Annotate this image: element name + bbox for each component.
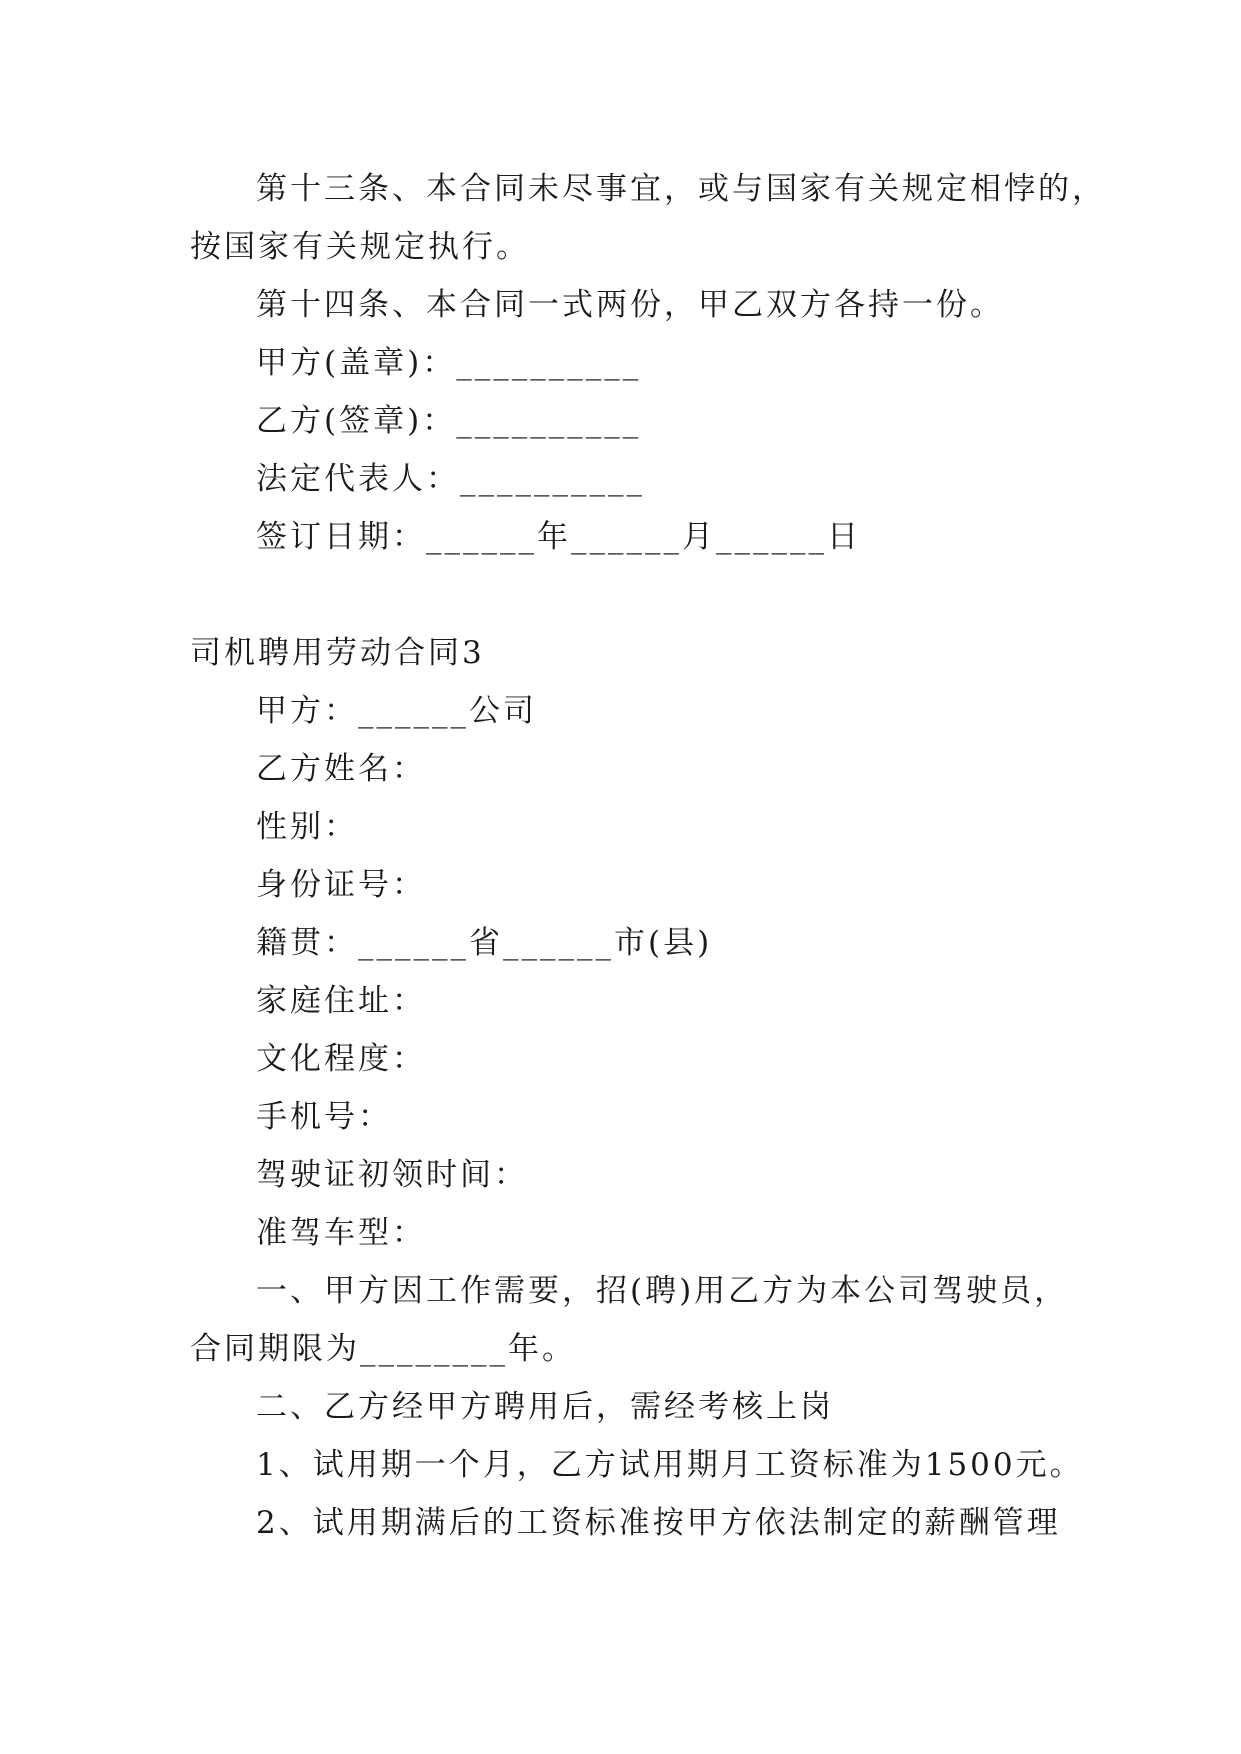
clause-1-line-1: 一、甲方因工作需要，招(聘)用乙方为本公司驾驶员，: [256, 1273, 1069, 1309]
id-number-line: 身份证号：: [256, 867, 426, 903]
article-14: 第十四条、本合同一式两份，甲乙双方各持一份。: [256, 287, 1004, 323]
clause-2: 二、乙方经甲方聘用后，需经考核上岗: [256, 1389, 834, 1425]
clause-2-item-1: 1、试用期一个月，乙方试用期月工资标准为1500元。: [256, 1447, 1084, 1483]
gender-line: 性别：: [256, 809, 358, 845]
party-a-seal-line: 甲方(盖章)：__________: [256, 345, 642, 381]
document-body: [190, 160, 1106, 1552]
legal-representative-line: 法定代表人：__________: [256, 461, 645, 497]
vehicle-type-line: 准驾车型：: [256, 1215, 426, 1251]
native-place-line: 籍贯：______省______市(县): [256, 925, 713, 961]
party-b-sign-line: 乙方(签章)：__________: [256, 403, 642, 439]
home-address-line: 家庭住址：: [256, 983, 426, 1019]
section-spacer: [190, 566, 1070, 624]
party-a-company-line: 甲方：______公司: [256, 693, 537, 729]
party-b-name-line: 乙方姓名：: [256, 751, 426, 787]
clause-1-line-2: 合同期限为________年。: [190, 1331, 576, 1367]
section-title: 司机聘用劳动合同3: [190, 635, 485, 671]
license-date-line: 驾驶证初领时间：: [256, 1157, 528, 1193]
phone-line: 手机号：: [256, 1099, 392, 1135]
article-13-line-2: 按国家有关规定执行。: [190, 229, 530, 265]
sign-date-line: 签订日期：______年______月______日: [256, 519, 861, 555]
clause-2-item-2: 2、试用期满后的工资标准按甲方依法制定的薪酬管理: [256, 1505, 1061, 1541]
education-line: 文化程度：: [256, 1041, 426, 1077]
article-13-line-1: 第十三条、本合同未尽事宜，或与国家有关规定相悖的，: [256, 171, 1106, 207]
